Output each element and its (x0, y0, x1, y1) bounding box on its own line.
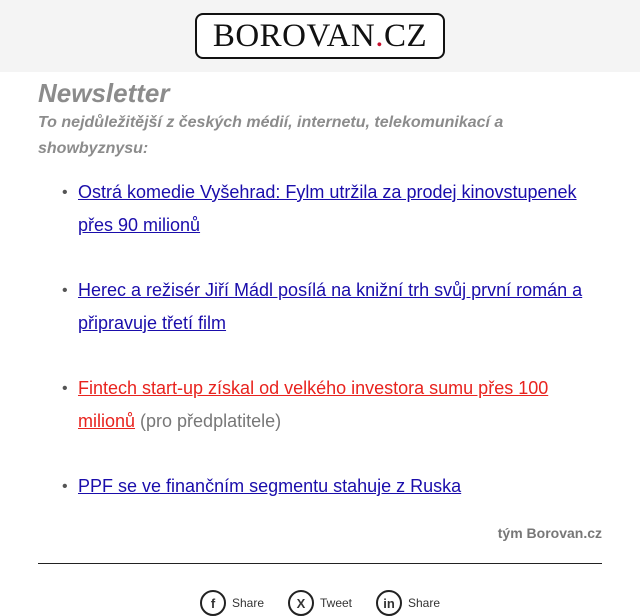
subscriber-note: (pro předplatitele) (135, 411, 282, 431)
divider (38, 563, 602, 564)
news-link-paid[interactable]: Fintech start-up získal od velkého investora sumu přes 100 milionů (78, 378, 549, 431)
x-twitter-icon: X (288, 590, 314, 616)
logo-dot: . (375, 17, 384, 54)
bullet: • (62, 282, 68, 299)
logo-tld: CZ (384, 17, 428, 54)
list-item (38, 470, 602, 503)
bullet: • (62, 380, 68, 397)
news-link[interactable]: Herec a režisér Jiří Mádl posílá na knižní trh svůj první román a připravuje třetí film (78, 280, 583, 333)
facebook-icon: f (200, 590, 226, 616)
linkedin-icon: in (376, 590, 402, 616)
news-link[interactable]: Ostrá komedie Vyšehrad: Fylm utržila za prodej kinovstupenek přes 90 milionů (78, 182, 577, 235)
share-twitter-label: Tweet (320, 596, 353, 610)
news-list (38, 176, 602, 503)
signature: tým Borovan.cz (497, 525, 602, 541)
newsletter-subtitle: To nejdůležitější z českých médií, internetu, telekomunikací a showbyznysu: (38, 114, 504, 157)
newsletter-content (38, 76, 602, 541)
borovan-logo[interactable] (195, 13, 445, 59)
bullet: • (62, 184, 68, 201)
list-item (38, 372, 602, 438)
share-facebook-label: Share (232, 596, 265, 610)
list-item (38, 274, 602, 340)
logo-main: BOROVAN (212, 17, 376, 54)
share-twitter-button[interactable] (288, 590, 352, 616)
newsletter-title: Newsletter (38, 78, 170, 108)
share-linkedin-button[interactable] (376, 590, 440, 616)
bullet: • (62, 478, 68, 495)
share-facebook-button[interactable] (200, 590, 264, 616)
header (0, 0, 640, 72)
list-item (38, 176, 602, 242)
news-link[interactable]: PPF se ve finančním segmentu stahuje z Ruska (78, 476, 462, 496)
share-linkedin-label: Share (408, 596, 441, 610)
